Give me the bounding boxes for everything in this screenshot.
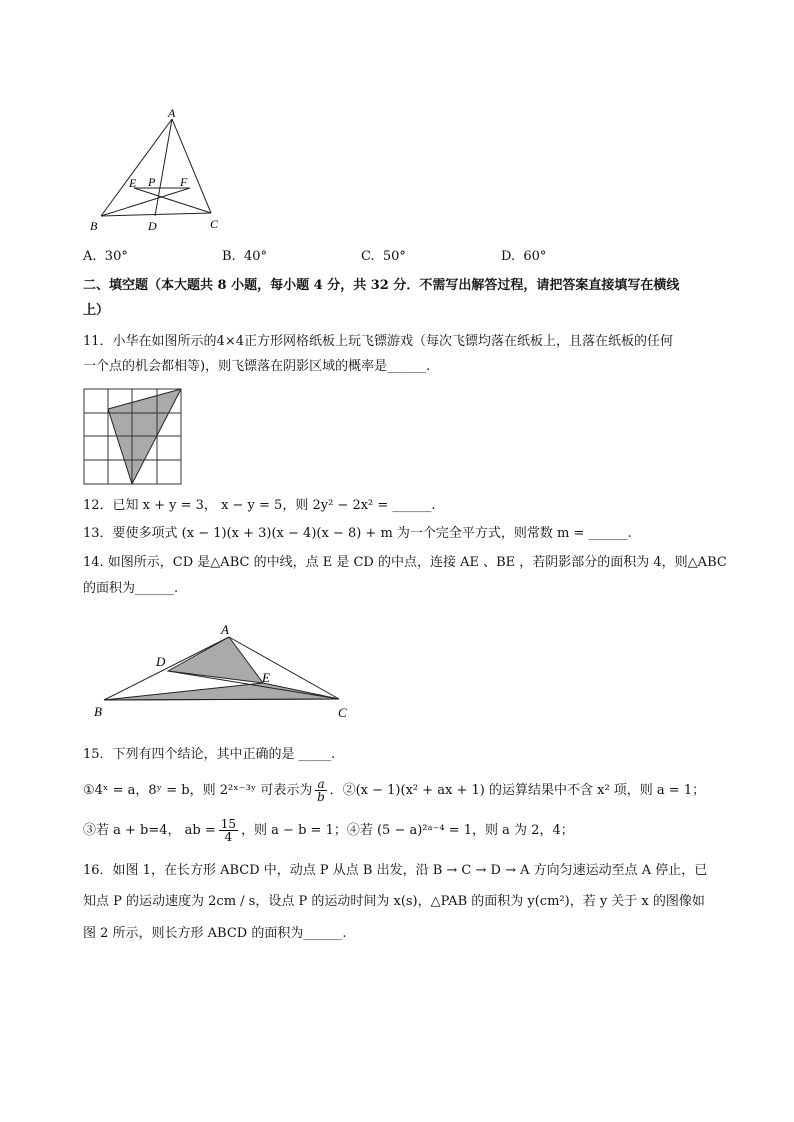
question-16-cont: 知点 P 的运动速度为 2cm / s，设点 P 的运动时间为 x(s)，△PAB 的面积为 y(cm²)，若 y 关于 x 的图像如 xyxy=(83,894,705,909)
question-16-cont-2: 图 2 所示，则长方形 ABCD 的面积为______. xyxy=(83,926,347,941)
label-B: B xyxy=(94,704,102,719)
triangle-abc-figure xyxy=(90,618,360,723)
fraction-15-over-4: $\frac{15}{4}$ xyxy=(220,817,237,844)
label-D: D xyxy=(148,219,157,233)
question-11-cont: 一个点的机会都相等)，则飞镖落在阴影区域的概率是______. xyxy=(83,359,431,374)
label-C: C xyxy=(210,217,219,231)
label-D: D xyxy=(156,654,166,669)
choice-a: A. 30° xyxy=(83,249,128,264)
label-P: P xyxy=(148,175,156,189)
choice-b: B. 40° xyxy=(222,249,267,264)
label-C: C xyxy=(338,705,347,720)
question-15-statement-1-2: ①4ˣ = a，8ʸ = b，则 2²ˣ⁻³ʸ 可表示为 a b ．②(x − 1)(x² + ax + 1) 的运算结果中不含 x² 项，则 a = 1； xyxy=(83,777,706,804)
section-heading: 二、填空题（本大题共 8 小题，每小题 4 分，共 32 分．不需写出解答过程，请把答案直接填写在横线 xyxy=(83,278,680,293)
label-E: E xyxy=(262,670,270,685)
question-15: 15．下列有四个结论，其中正确的是 _____. xyxy=(83,747,336,762)
label-A: A xyxy=(168,106,176,120)
section-heading-cont: 上） xyxy=(83,303,110,318)
question-15-statement-3-4: ③若 a + b=4， ab = $\frac{15}{4}$ ，则 a − b = 1；④若 (5 − a)²ᵃ⁻⁴ = 1，则 a 为 2，4； xyxy=(83,817,574,844)
question-14: 14. 如图所示，CD 是△ABC 的中线，点 E 是 CD 的中点，连接 AE 、BE ，若阴影部分的面积为 4，则△ABC xyxy=(83,555,727,570)
choice-d: D. 60° xyxy=(501,249,547,264)
question-12: 12．已知 x + y = 3， x − y = 5，则 2y² − 2x² = ______. xyxy=(83,498,436,513)
question-16: 16．如图 1，在长方形 ABCD 中，动点 P 从点 B 出发，沿 B → C → D → A 方向匀速运动至点 A 停止，已 xyxy=(83,863,708,878)
fraction-a-over-b: a b xyxy=(317,777,325,804)
label-F: F xyxy=(180,175,188,189)
question-13: 13．要使多项式 (x − 1)(x + 3)(x − 4)(x − 8) + m 为一个完全平方式，则常数 m = ______. xyxy=(83,526,632,541)
grid-figure xyxy=(82,386,184,486)
label-A: A xyxy=(221,622,229,637)
question-14-cont: 的面积为______. xyxy=(83,581,179,596)
label-B: B xyxy=(90,219,98,233)
triangle-figure xyxy=(85,100,235,235)
choice-c: C. 50° xyxy=(361,249,406,264)
label-E: E xyxy=(129,176,137,190)
question-11: 11．小华在如图所示的4×4正方形网格纸板上玩飞镖游戏（每次飞镖均落在纸板上，且落在纸板的任何 xyxy=(83,334,673,349)
